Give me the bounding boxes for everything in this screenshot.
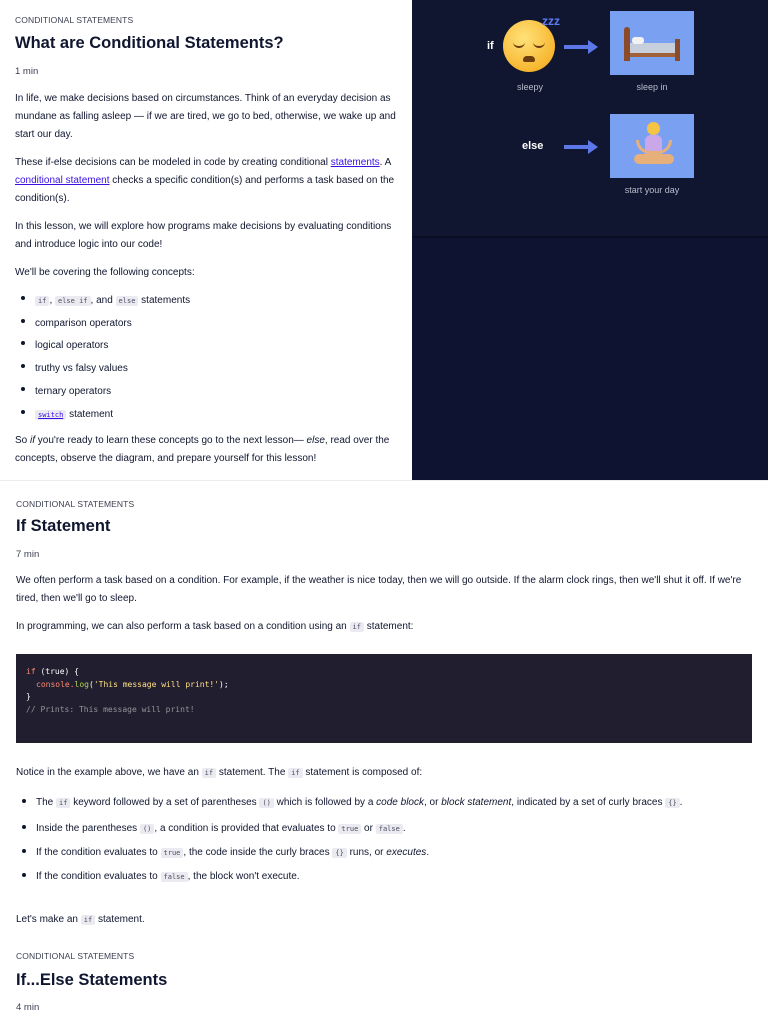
lesson-duration: 4 min [16,1002,40,1013]
text: , the block won't execute. [187,871,300,882]
text: statement [66,408,113,420]
if-label: if [487,40,494,52]
inline-code: {} [332,848,346,858]
paragraph-programming [16,618,768,636]
if-composition-list [16,793,756,887]
sleep-in-caption: sleep in [636,82,668,92]
diagram-panel [412,0,768,480]
lesson-duration: 1 min [15,66,39,77]
emphasis: executes [386,847,427,858]
list-item [16,843,756,863]
text: The [36,797,57,808]
emphasis: if [30,435,36,447]
text: , and [90,295,116,306]
text: . [679,797,683,808]
emphasis: block statement [441,797,512,808]
text: statement. The [216,767,289,778]
text: . A [379,157,391,168]
code-example[interactable] [16,654,752,743]
inline-code: false [376,824,403,834]
zzz-icon: zzz [542,14,560,28]
list-item: truthy vs falsy values [15,358,412,381]
lesson-if-else-statements [0,935,768,1024]
text: or [361,823,376,834]
lesson-title: If...Else Statements [16,971,168,989]
lesson-kicker: CONDITIONAL STATEMENTS [16,499,135,509]
list-item: ternary operators [15,381,412,404]
emphasis: else [306,435,325,447]
concepts-list [15,290,412,426]
inline-code: {} [665,798,679,808]
meditation-icon [610,114,694,178]
inline-code: else if [55,296,91,306]
paragraph-if-else [15,154,400,208]
if-else-diagram [412,0,768,238]
inline-code: () [140,824,154,834]
text: , the code inside the curly braces [183,847,333,858]
text: Inside the parentheses [36,823,140,834]
text: These if-else decisions can be modeled in code by creating conditional [15,157,331,168]
paragraph-concepts-intro: We'll be covering the following concepts: [15,267,195,278]
start-day-caption: start your day [624,185,680,195]
arrow-right-icon [564,145,590,149]
text: , or [423,797,442,808]
paragraph-closing [15,432,400,468]
paragraph-intro: In life, we make decisions based on circumstances. Think of an everyday decision as mundane as falling asleep — if we are tired, we go to bed, otherwise, we wake up and start our day. [15,93,396,140]
switch-code-link[interactable]: switch [35,410,66,420]
code-text: ); [219,679,229,689]
code-line [26,679,742,692]
conditional-statement-link[interactable]: conditional statement [15,175,110,186]
text: . [426,847,430,858]
paragraph-notice [16,764,422,782]
text: Notice in the example above, we have an [16,767,202,778]
inline-code: if [350,622,364,632]
code-function: log [74,679,89,689]
code-keyword: if [26,667,36,676]
inline-code: if [288,768,302,778]
emphasis: code block [376,797,424,808]
text: Let's make an [16,914,81,925]
list-item [15,290,412,313]
text: statement. [95,914,145,925]
text: statements [138,295,191,306]
paragraph-lesson-goal: In this lesson, we will explore how programs make decisions by evaluating conditions and introduce logic into our code! [15,221,392,250]
text: which is followed by a [273,797,377,808]
lesson-title: What are Conditional Statements? [15,34,284,52]
text: If the condition evaluates to [36,871,161,882]
text: checks a specific condition(s) and performs a task based on the condition(s). [15,175,395,204]
text: If the condition evaluates to [36,847,161,858]
text: you're ready to learn these concepts go to the next lesson— [35,435,307,447]
text: So [15,435,31,447]
list-item [16,867,756,887]
text: . [402,823,406,834]
text: statement is composed of: [302,767,423,778]
code-object: console. [36,679,75,689]
lesson-if-statement [0,480,768,935]
lesson-title: If Statement [16,517,111,535]
statements-link[interactable]: statements [330,157,380,168]
list-item: logical operators [15,335,412,358]
inline-code: if [35,296,49,306]
inline-code: else [116,296,139,306]
list-item [16,793,756,813]
text: , indicated by a set of curly braces [511,797,666,808]
code-line: } [26,692,31,701]
list-item [16,819,756,839]
text: , a condition is provided that evaluates to [154,823,339,834]
lesson-kicker: CONDITIONAL STATEMENTS [16,951,135,961]
inline-code: true [338,824,361,834]
code-text: (true) { [35,667,79,676]
text: runs, or [346,847,387,858]
inline-code: if [56,798,70,808]
sleepy-caption: sleepy [516,82,543,92]
text: statement: [363,621,414,632]
else-label: else [522,140,544,152]
lesson-text-panel [0,0,412,480]
text: , read over the concepts, observe the diagram, and prepare yourself for this lesson! [15,435,390,465]
list-item: comparison operators [15,313,412,336]
code-string: 'This message will print!' [93,679,220,689]
text: In programming, we can also perform a task based on a condition using an [16,621,350,632]
lesson-duration: 7 min [16,549,40,560]
code-comment: // Prints: This message will print! [26,704,195,714]
text: keyword followed by a set of parentheses [70,797,260,808]
paragraph-lets-make [16,911,145,929]
list-item [15,404,412,427]
inline-code: if [202,768,216,778]
paragraph-intro: We often perform a task based on a condition. For example, if the weather is nice today, then we will go outside. If the alarm clock rings, then we'll shut it off. If we're tired, then we'll go to sleep. [16,575,742,604]
inline-code: () [259,798,273,808]
inline-code: false [161,872,188,882]
inline-code: true [161,848,184,858]
lesson-kicker: CONDITIONAL STATEMENTS [15,15,134,25]
bed-icon [610,11,694,75]
lesson-what-are-conditionals [0,0,768,480]
code-text: ( [88,679,94,689]
arrow-right-icon [564,45,590,49]
inline-code: if [81,915,95,925]
text: , [49,295,55,306]
code-line [26,666,742,679]
